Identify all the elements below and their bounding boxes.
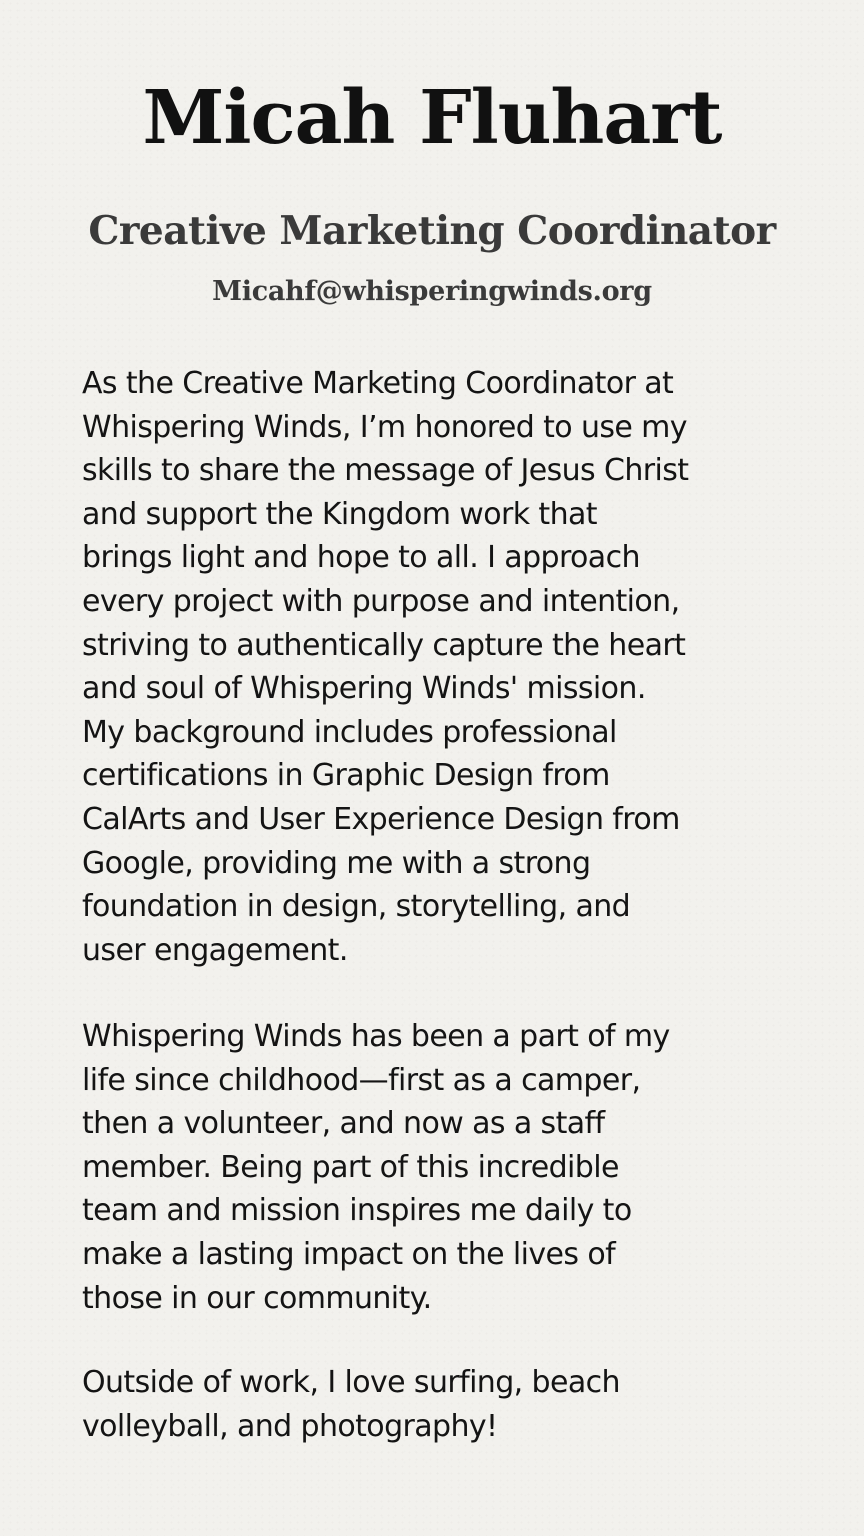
bio-paragraph-1: As the Creative Marketing Coordinator at Whispering Winds, I’m honored to use my skills to share the message of Jesus Christ and support the Kingdom work that brings light and hope to all. I approach every project with purpose and intention, striving to authentically capture the heart and soul of Whispering Winds' mission. My background includes professional certifications in Graphic Design from CalArts and User Experience Design from Google, providing me with a strong foundation in design, storytelling, and user engagement.	[82, 366, 689, 968]
email-address[interactable]: Micahf@whisperingwinds.org	[212, 276, 652, 307]
bio-paragraph-3: Outside of work, I love surfing, beach volleyball, and photography!	[82, 1365, 620, 1444]
person-name: Micah Fluhart	[142, 75, 722, 161]
job-title: Creative Marketing Coordinator	[88, 208, 776, 254]
bio-paragraph-2: Whispering Winds has been a part of my life since childhood—first as a camper, then a volunteer, and now as a staff member. Being part of this incredible team and mission inspires me daily to make a lasting impact on the lives of those in our community.	[82, 1019, 670, 1316]
